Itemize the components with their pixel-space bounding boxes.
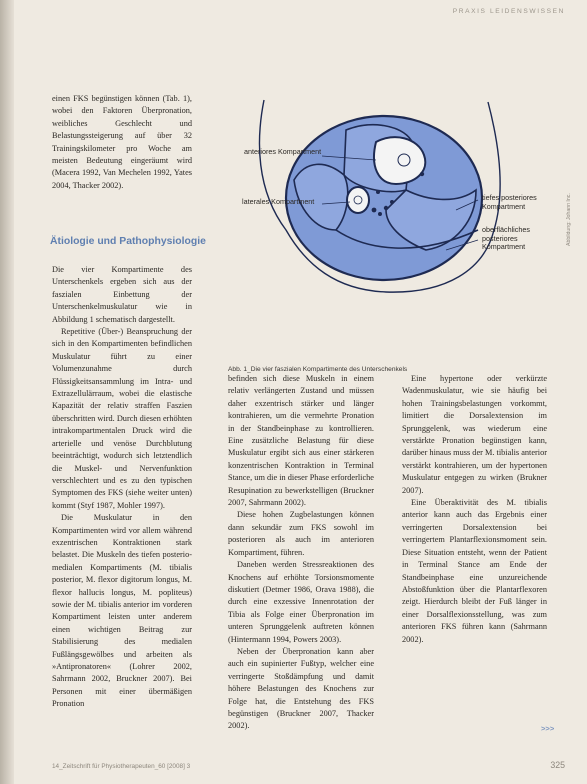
journal-footer: 14_Zeitschrift für Physiotherapeuten_60 [2008] 3 — [52, 763, 191, 770]
running-header: PRAXIS LEIDENSWISSEN — [452, 8, 565, 15]
paragraph: einen FKS begünstigen können (Tab. 1), wobei den Faktoren Überpronation, weibliches Geschlecht und Belastungssteigerung auf über 32 Trainingskilometer pro Woche am meisten Bedeutung eingeräumt wird (Macera 1992, Van Mechelen 1992, Yates 2004, Thacker 2002). — [52, 94, 192, 190]
paragraph: Neben der Überpronation kann aber auch ein supinierter Fußtyp, welcher eine verringerte Stoßdämpfung und damit höhere Belastungen des Knochens zur Folge hat, die Entstehung des FKS begünstigen (Bruckner 2007, Thacker 2002). — [228, 646, 374, 731]
column-1-body — [52, 264, 192, 711]
continue-arrows: >>> — [541, 724, 555, 733]
paragraph: Eine Überaktivität des M. tibialis anterior kann auch das Ergebnis einer verringerten Dorsalextension bei verringertem Plantarflexionsmoment sein. Diese Situation entsteht, wenn der Patient in Terminal Stance am Ende der Standbeinphase eine unzureichende Abstoßfunktion über die Plantarflexoren zeigt. Hierdurch bleibt der Fuß länger in einer Dorsalflexionsstellung, was zum anterioren FKS führen kann (Sahrmann 2002). — [402, 498, 547, 644]
label-anterior: anteriores Kompartment — [244, 147, 322, 156]
image-credit: Abbildung: Johann Inc. — [566, 193, 572, 246]
label-deep-posterior: tiefes posteriores Kompartment — [482, 193, 537, 211]
fibula-bone — [347, 187, 369, 213]
page-spine-shadow — [0, 0, 14, 784]
column-2 — [228, 373, 374, 733]
paragraph: Diese hohen Zugbelastungen können dann sekundär zum FKS sowohl im posterioren als auch im anterioren Kompartiment, führen. — [228, 510, 374, 557]
paragraph: befinden sich diese Muskeln in einem relativ verlängerten Zustand und müssen daher exzentrisch stärker und länger kontrahieren, um die vermehrte Pronation in der Standbeinphase zu kontrollieren. Eine zusätzliche Belastung für diese Muskulatur ergibt sich aus einer stärkeren konzentrischen Kontraktion in Terminal Stance, um die in dieser Phase erforderliche Resupination zu bewerkstelligen (Bruckner 2007, Sahrmann 2002). — [228, 374, 374, 508]
column-1-top — [52, 93, 192, 192]
compartment-figure — [226, 80, 556, 360]
column-3 — [402, 373, 547, 646]
tibia-bone — [374, 137, 425, 184]
paragraph: Die Muskulatur in den Kompartimenten wird vor allem während exzentrischen Kontraktionen stark belastet. Die Muskeln des tiefen posterio-medialen Kompartiments (M. tibialis posterior, M. flexor digitorum longus, M. flexor hallucis longus, M. popliteus) sowie der M. tibialis anterior im vorderen Kompartiment leisten unter anderem einen wichtigen Beitrag zur Stabilisierung des medialen Fußlängsgewölbes und arbeiten als »Antipronatoren« (Lohrer 2002, Sahrmann 2002, Bruckner 2007). Bei Personen mit einer übermäßigen Pronation — [52, 513, 192, 709]
figure-caption: Abb. 1_Die vier faszialen Kompartimente des Unterschenkels — [228, 366, 408, 373]
leg-cross-section-diagram — [226, 80, 556, 360]
section-heading: Ätiologie und Pathophysiologie — [50, 236, 206, 247]
page-number: 325 — [550, 760, 565, 770]
paragraph: Daneben werden Stressreaktionen des Knochens auf erhöhte Torsionsmomente diskutiert (Detmer 1986, Orava 1988), die durch eine exzessive Innenrotation der Tibia als Folge einer Überpronation im unteren Sprunggelenk auftreten können (Hintermann 1994, Powers 2003). — [228, 560, 374, 644]
paragraph: Eine hypertone oder verkürzte Wadenmuskulatur, wie sie häufig bei hohen Trainingsbelastungen vorkommt, limitiert die Dorsalextension im Sprunggelenk, was wiederum eine verstärkte Pronation begünstigen kann, darüber hinaus muss der M. tibialis anterior verstärkt kontrahieren, um der hypertonen Muskulatur entgegen zu wirken (Brukner 2007). — [402, 374, 547, 495]
label-superficial-posterior: oberflächliches posteriores Kompartment — [482, 225, 530, 252]
label-lateral: laterales Kompartment — [242, 197, 315, 206]
paragraph: Die vier Kompartimente des Unterschenkels ergeben sich aus der faszialen Einbettung der Unterschenkelmuskulatur wie in Abbildung 1 schematisch dargestellt. — [52, 265, 192, 324]
paragraph: Repetitive (Über-) Beanspruchung der sich in den Kompartimenten befindlichen Muskulatur führt zu einer Volumenzunahme durch Flüssigkeitsansammlung im Intra- und Extrazellulärraum, wobei die elastische Kapazität der relativ straffen Faszien überschritten wird. Durch diesen erhöhten intrakompartmentalen Druck wird die arterielle und venöse Durchblutung beeinträchtigt, wodurch sich letztendlich die Muskel- und Nervenfunktion verschlechtert und es zu den typischen Symptomen des FKS (siehe weiter unten) kommt (Styf 1987, Mohler 1997). — [52, 327, 192, 510]
